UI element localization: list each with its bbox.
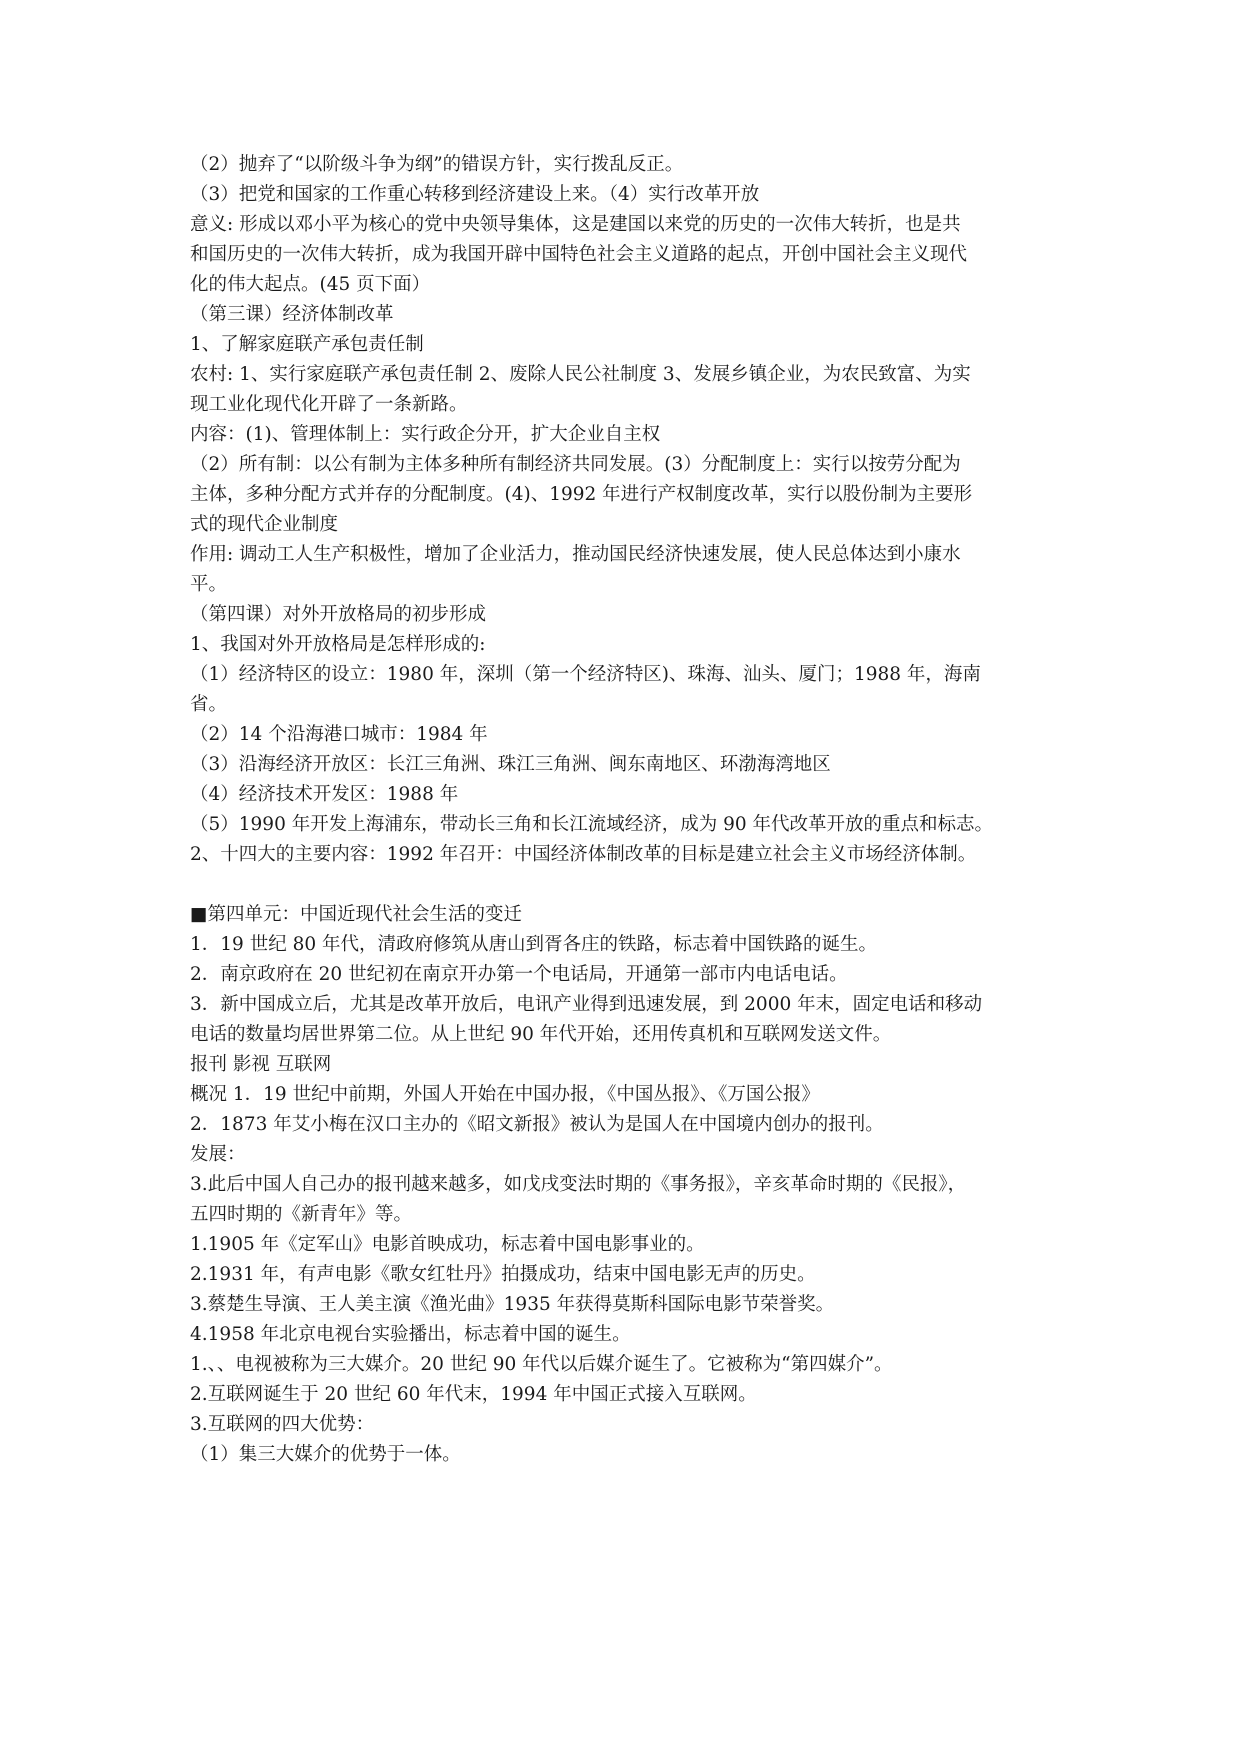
text-line: （2）抛弃了“以阶级斗争为纲”的错误方针，实行拨乱反正。: [190, 154, 684, 175]
text-line: 发展：: [190, 1144, 246, 1165]
text-line: 1、了解家庭联产承包责任制: [190, 334, 424, 355]
text-line: 2.1931 年，有声电影《歌女红牡丹》拍摄成功，结束中国电影无声的历史。: [190, 1264, 816, 1285]
text-line: 概况 1．19 世纪中前期，外国人开始在中国办报，《中国丛报》、《万国公报》: [190, 1084, 820, 1105]
text-line: 3．新中国成立后，尤其是改革开放后，电讯产业得到迅速发展，到 2000 年末，固定电话和移动: [190, 994, 983, 1015]
text-line: 4.1958 年北京电视台实验播出，标志着中国的诞生。: [190, 1324, 631, 1345]
text-line: 农村: 1、实行家庭联产承包责任制 2、废除人民公社制度 3、发展乡镇企业，为农民致富、为实: [190, 364, 971, 385]
text-line: 意义: 形成以邓小平为核心的党中央领导集体，这是建国以来党的历史的一次伟大转折，也是共: [190, 214, 961, 235]
text-line: （2）所有制：以公有制为主体多种所有制经济共同发展。(3）分配制度上：实行以按劳分配为: [190, 454, 961, 475]
text-line: （1）集三大媒介的优势于一体。: [190, 1444, 461, 1465]
text-line: 1、我国对外开放格局是怎样形成的:: [190, 634, 486, 655]
text-line: （4）经济技术开发区：1988 年: [190, 784, 459, 805]
text-line: （2）14 个沿海港口城市：1984 年: [190, 724, 488, 745]
document-page: [190, 150, 1060, 1470]
section-heading: （第四课）对外开放格局的初步形成: [190, 604, 487, 625]
text-line: 2．1873 年艾小梅在汉口主办的《昭文新报》被认为是国人在中国境内创办的报刊。: [190, 1114, 884, 1135]
section-heading: （第三课）经济体制改革: [190, 304, 394, 325]
text-line: 式的现代企业制度: [190, 514, 339, 535]
blank-line: [190, 870, 1060, 900]
text-line: 报刊 影视 互联网: [190, 1054, 332, 1075]
text-line: 和国历史的一次伟大转折，成为我国开辟中国特色社会主义道路的起点，开创中国社会主义现代: [190, 244, 968, 265]
text-line: （1）经济特区的设立：1980 年，深圳（第一个经济特区)、珠海、汕头、厦门；1988 年，海南: [190, 664, 981, 685]
text-line: 2、十四大的主要内容：1992 年召开：中国经济体制改革的目标是建立社会主义市场经济体制。: [190, 844, 977, 865]
text-line: 1．19 世纪 80 年代，清政府修筑从唐山到胥各庄的铁路，标志着中国铁路的诞生。: [190, 934, 877, 955]
text-line: 化的伟大起点。(45 页下面）: [190, 274, 431, 295]
text-line: 电话的数量均居世界第二位。从上世纪 90 年代开始，还用传真机和互联网发送文件。: [190, 1024, 892, 1045]
text-line: （3）沿海经济开放区：长江三角洲、珠江三角洲、闽东南地区、环渤海湾地区: [190, 754, 831, 775]
text-line: 3.互联网的四大优势：: [190, 1414, 375, 1435]
unit-heading: ■第四单元：中国近现代社会生活的变迁: [190, 904, 522, 925]
text-line: 2．南京政府在 20 世纪初在南京开办第一个电话局，开通第一部市内电话电话。: [190, 964, 848, 985]
text-line: 2.互联网诞生于 20 世纪 60 年代末，1994 年中国正式接入互联网。: [190, 1384, 757, 1405]
text-line: 现工业化现代化开辟了一条新路。: [190, 394, 468, 415]
text-line: 五四时期的《新青年》等。: [190, 1204, 413, 1225]
text-line: 3.此后中国人自己办的报刊越来越多，如戊戌变法时期的《事务报》，辛亥革命时期的《民报》，: [190, 1174, 967, 1195]
text-line: 作用: 调动工人生产积极性，增加了企业活力，推动国民经济快速发展，使人民总体达到小康水: [190, 544, 961, 565]
text-line: 省。: [190, 694, 228, 715]
text-line: （5）1990 年开发上海浦东，带动长三角和长江流域经济，成为 90 年代改革开放的重点和标志。: [190, 814, 994, 835]
text-line: 3.蔡楚生导演、王人美主演《渔光曲》1935 年获得莫斯科国际电影节荣誉奖。: [190, 1294, 835, 1315]
text-line: 平。: [190, 574, 228, 595]
text-line: 主体，多种分配方式并存的分配制度。(4)、1992 年进行产权制度改革，实行以股份制为主要形: [190, 484, 973, 505]
text-line: （3）把党和国家的工作重心转移到经济建设上来。（4）实行改革开放: [190, 184, 760, 205]
text-line: 1.1905 年《定军山》电影首映成功，标志着中国电影事业的。: [190, 1234, 705, 1255]
text-line: 1.、、电视被称为三大媒介。20 世纪 90 年代以后媒介诞生了。它被称为“第四媒介”。: [190, 1354, 893, 1375]
text-line: 内容：(1)、管理体制上：实行政企分开，扩大企业自主权: [190, 424, 661, 445]
